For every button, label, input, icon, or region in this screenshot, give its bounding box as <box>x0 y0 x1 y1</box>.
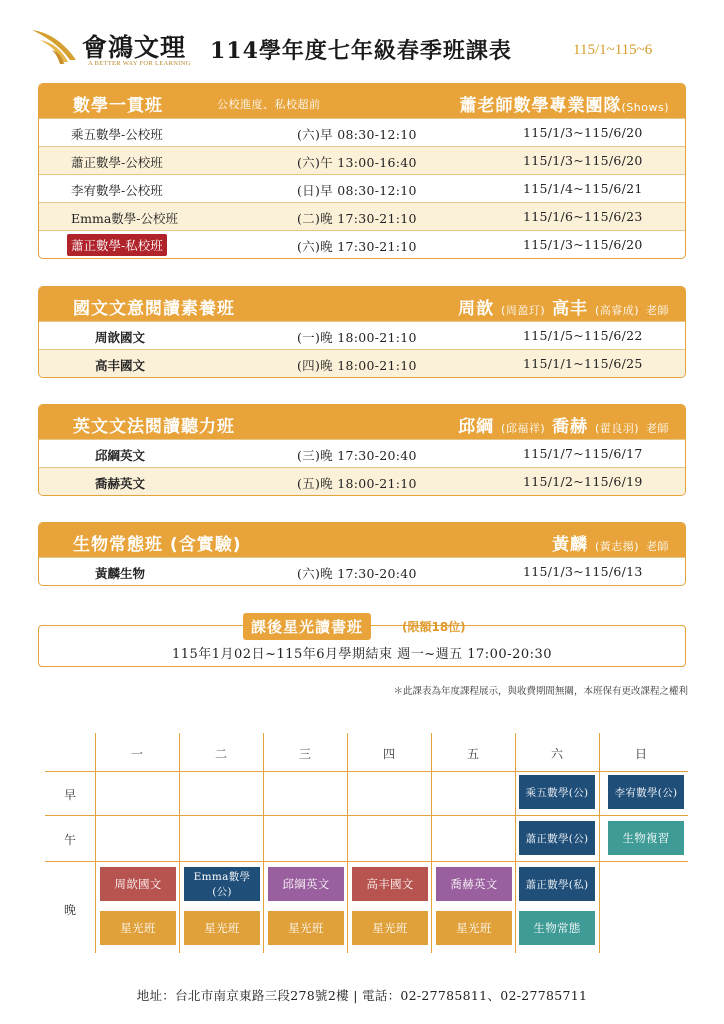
course-name: 周歆國文 <box>95 330 146 345</box>
course-date: 115/1/7~115/6/17 <box>523 446 643 461</box>
course-date: 115/1/3~115/6/20 <box>523 237 643 252</box>
teacher-name: 周歆 <box>458 299 495 319</box>
teacher-fullname: (翟良羽) <box>594 422 640 435</box>
table-row <box>39 557 685 585</box>
page-title: 114學年度七年級春季班課表 <box>210 38 512 64</box>
page-period: 115/1~115~6 <box>573 42 653 58</box>
day-header: 六 <box>550 747 563 761</box>
biology-title: 生物常態班 (含實驗) <box>73 535 242 555</box>
period-label: 午 <box>63 833 76 847</box>
table-row <box>39 349 685 377</box>
course-time: (三)晚 17:30-20:40 <box>297 448 417 463</box>
table-row <box>39 118 685 146</box>
grid-line <box>263 733 264 953</box>
teacher-name: 黃麟 <box>552 535 589 555</box>
schedule-chip: 蕭正數學(公) <box>519 821 595 855</box>
course-name: 邱綱英文 <box>95 448 146 463</box>
course-time: (六)晚 17:30-21:10 <box>297 239 417 254</box>
math-subtitle: 公校進度、私校超前 <box>217 98 321 111</box>
course-time: (四)晚 18:00-21:10 <box>297 358 417 373</box>
course-name: 蕭正數學-公校班 <box>71 155 163 170</box>
star-class-chip: 星光班 <box>100 911 176 945</box>
math-course-block <box>38 83 686 259</box>
star-class-title: 課後星光讀書班 <box>243 613 371 640</box>
star-class-quota: (限額18位) <box>402 620 466 634</box>
table-row <box>39 202 685 230</box>
course-date: 115/1/3~115/6/13 <box>523 564 643 579</box>
course-name: 高丰國文 <box>95 358 146 373</box>
biology-block-header <box>39 523 685 557</box>
course-name: 喬赫英文 <box>95 476 146 491</box>
grid-line <box>431 733 432 953</box>
math-team <box>460 91 670 116</box>
grid-line <box>179 733 180 953</box>
schedule-chip: 喬赫英文 <box>436 867 512 901</box>
weekly-timetable <box>45 733 688 953</box>
table-row <box>39 230 685 258</box>
chinese-teachers <box>458 294 669 319</box>
grid-line <box>599 733 600 953</box>
math-team-name: 蕭老師數學專業團隊 <box>459 96 622 116</box>
course-date: 115/1/2~115/6/19 <box>523 474 643 489</box>
day-header: 五 <box>466 747 479 761</box>
schedule-chip: 周歆國文 <box>100 867 176 901</box>
teacher-suffix: 老師 <box>646 422 669 435</box>
biology-teachers <box>552 530 669 555</box>
teacher-name: 高丰 <box>552 299 589 319</box>
grid-line <box>45 771 688 772</box>
course-date: 115/1/5~115/6/22 <box>523 328 643 343</box>
period-label: 早 <box>63 788 76 802</box>
course-date: 115/1/1~115/6/25 <box>523 356 643 371</box>
table-row <box>39 467 685 495</box>
course-name: Emma數學-公校班 <box>71 211 179 226</box>
math-team-en: (Shows) <box>621 101 669 114</box>
star-class-schedule: 115年1月02日~115年6月學期結束 週一~週五 17:00-20:30 <box>171 647 553 662</box>
teacher-suffix: 老師 <box>646 540 669 553</box>
grid-line <box>95 733 96 953</box>
course-time: (六)晚 17:30-20:40 <box>297 566 417 581</box>
teacher-name: 邱綱 <box>458 417 495 437</box>
grid-line <box>347 733 348 953</box>
english-title: 英文文法閱讀聽力班 <box>73 417 235 437</box>
course-name-highlight: 蕭正數學-私校班 <box>67 234 167 256</box>
math-title: 數學一貫班 <box>73 96 163 116</box>
teacher-name: 喬赫 <box>552 417 589 437</box>
footer-contact: 地址：台北市南京東路三段278號2樓 | 電話：02-27785811、02-27785711 <box>136 988 588 1003</box>
table-row <box>39 439 685 467</box>
grid-line <box>45 815 688 816</box>
day-header: 三 <box>298 747 311 761</box>
day-header: 二 <box>214 747 227 761</box>
disclaimer-note: ＊此課表為年度課程展示，與收費期間無關，本班保有更改課程之權利 <box>393 686 688 697</box>
chinese-course-block <box>38 286 686 378</box>
course-time: (二)晚 17:30-21:10 <box>297 211 417 226</box>
chinese-block-header <box>39 287 685 321</box>
english-block-header <box>39 405 685 439</box>
star-class-chip: 星光班 <box>268 911 344 945</box>
grid-line <box>515 733 516 953</box>
page-header <box>0 0 724 80</box>
course-date: 115/1/6~115/6/23 <box>523 209 643 224</box>
schedule-chip: 李宥數學(公) <box>608 775 684 809</box>
course-name: 李宥數學-公校班 <box>71 183 163 198</box>
course-date: 115/1/3~115/6/20 <box>523 153 643 168</box>
course-name: 乘五數學-公校班 <box>71 127 163 142</box>
day-header: 日 <box>634 747 647 761</box>
english-course-block <box>38 404 686 496</box>
schedule-chip: 生物複習 <box>608 821 684 855</box>
table-row <box>39 174 685 202</box>
schedule-chip: 高丰國文 <box>352 867 428 901</box>
teacher-fullname: (周盈玎) <box>501 304 546 317</box>
schedule-chip: 生物常態 <box>519 911 595 945</box>
day-header: 四 <box>382 747 395 761</box>
course-name: 黃麟生物 <box>95 566 146 581</box>
logo-tagline: A BETTER WAY FOR LEARNING <box>88 60 191 67</box>
course-time: (五)晚 18:00-21:10 <box>297 476 417 491</box>
period-label: 晚 <box>63 903 76 917</box>
course-time: (一)晚 18:00-21:10 <box>297 330 417 345</box>
table-row <box>39 146 685 174</box>
grid-line <box>45 861 688 862</box>
logo-name: 會鴻文理 <box>82 33 187 62</box>
star-class-chip: 星光班 <box>184 911 260 945</box>
course-time: (六)午 13:00-16:40 <box>297 155 417 170</box>
schedule-chip: Emma數學(公) <box>184 867 260 901</box>
star-class-chip: 星光班 <box>436 911 512 945</box>
course-date: 115/1/3~115/6/20 <box>523 125 643 140</box>
logo-icon <box>30 26 82 66</box>
math-block-header <box>39 84 685 118</box>
table-row <box>39 321 685 349</box>
teacher-fullname: (邱福祥) <box>501 422 546 435</box>
teacher-fullname: (黃志揚) <box>594 540 640 553</box>
chinese-title: 國文文意閱讀素養班 <box>73 299 235 319</box>
schedule-chip: 乘五數學(公) <box>519 775 595 809</box>
teacher-suffix: 老師 <box>646 304 669 317</box>
star-class-chip: 星光班 <box>352 911 428 945</box>
course-time: (日)早 08:30-12:10 <box>297 183 417 198</box>
day-header: 一 <box>130 747 143 761</box>
english-teachers <box>458 412 669 437</box>
teacher-fullname: (高睿成) <box>594 304 640 317</box>
schedule-chip: 邱綱英文 <box>268 867 344 901</box>
biology-course-block <box>38 522 686 586</box>
course-time: (六)早 08:30-12:10 <box>297 127 417 142</box>
schedule-chip: 蕭正數學(私) <box>519 867 595 901</box>
course-date: 115/1/4~115/6/21 <box>523 181 643 196</box>
